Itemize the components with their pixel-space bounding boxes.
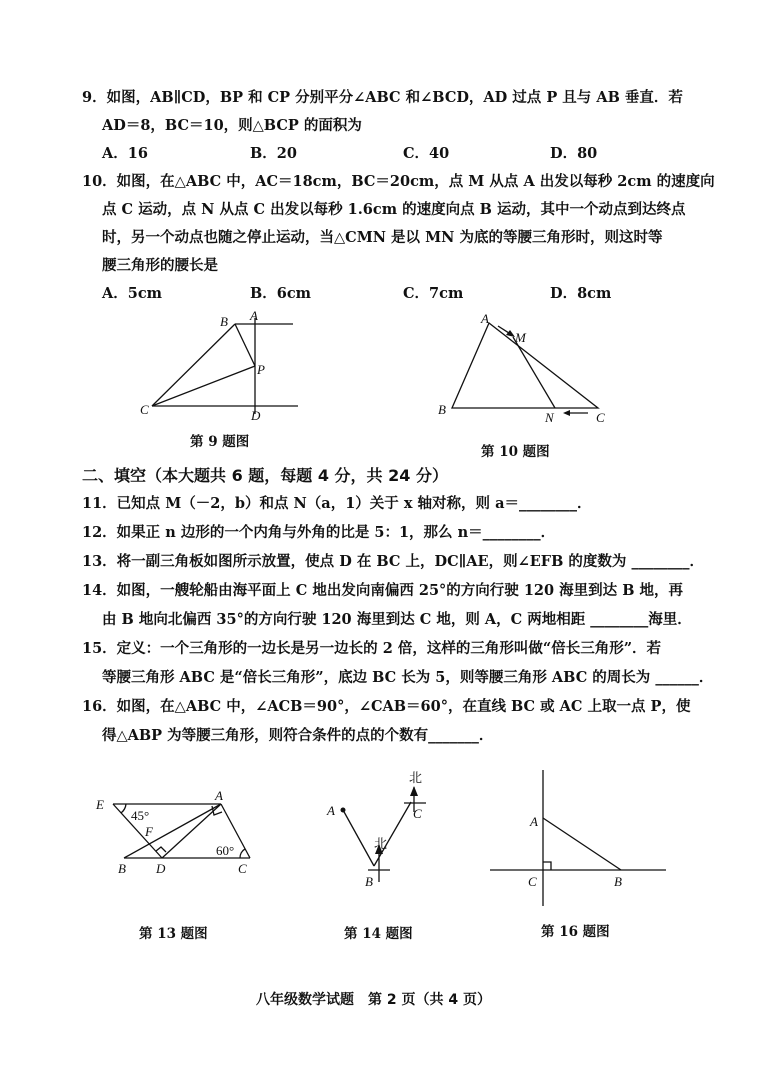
fig14-label-north-b: 北 <box>374 836 388 851</box>
q14-line-2: 由 B 地向北偏西 35°的方向行驶 120 海里到达 C 地，则 A，C 两地相距 ________海里． <box>102 611 692 628</box>
fig13-caption: 第 13 题图 <box>139 926 208 942</box>
fig16-label-b: B <box>614 874 622 889</box>
fig13-label-a: A <box>215 788 223 803</box>
fig10-caption: 第 10 题图 <box>481 444 550 460</box>
fig10-label-a: A <box>481 311 489 326</box>
fig16-caption: 第 16 题图 <box>541 924 610 940</box>
fig16-right-angle-c <box>543 862 551 870</box>
fig14-label-a: A <box>327 803 335 818</box>
q10-option-b: B．6cm <box>250 285 312 302</box>
q14-line-1: 14．如图，一艘轮船由海平面上 C 地出发向南偏西 25°的方向行驶 120 海里到达 B 地，再 <box>82 582 684 599</box>
fig13-label-e: E <box>96 797 104 812</box>
fig13-label-b: B <box>118 861 126 876</box>
fig13-label-f: F <box>145 824 153 839</box>
fig9-label-c: C <box>140 402 149 417</box>
q9-option-d: D．80 <box>550 145 598 162</box>
q10-line-1: 10．如图，在△ABC 中，AC＝18cm，BC＝20cm，点 M 从点 A 出发以每秒 2cm 的速度向 <box>82 173 715 190</box>
q15-line-1: 15．定义：一个三角形的一边长是另一边长的 2 倍，这样的三角形叫做“倍长三角形”．若 <box>82 640 662 657</box>
fig14-label-b: B <box>365 874 373 889</box>
fig13-label-60: 60° <box>216 843 235 858</box>
fig10-label-m: M <box>515 330 526 345</box>
fig10-label-c: C <box>596 410 605 425</box>
fig13-label-d: D <box>156 861 166 876</box>
q15-line-2: 等腰三角形 ABC 是“倍长三角形”，底边 BC 长为 5，则等腰三角形 ABC 的周长为 ______． <box>102 669 714 686</box>
q11-line-1: 11．已知点 M（－2，b）和点 N（a，1）关于 x 轴对称，则 a＝________． <box>82 495 592 512</box>
fig16-line-ab <box>543 818 621 870</box>
q9-option-b: B．20 <box>250 145 297 162</box>
fig9-label-a: A <box>250 308 258 323</box>
fig16-label-c: C <box>528 874 537 889</box>
q13-line-1: 13．将一副三角板如图所示放置，使点 D 在 BC 上，DC∥AE，则∠EFB 的度数为 ________． <box>82 553 704 570</box>
fig14-label-north-c: 北 <box>409 770 423 785</box>
fig13-label-c: C <box>238 861 247 876</box>
page-footer: 八年级数学试题 第 2 页（共 4 页） <box>256 992 491 1008</box>
q9-option-a: A．16 <box>102 145 148 162</box>
section-2-title: 二、填空（本大题共 6 题，每题 4 分，共 24 分） <box>82 466 448 485</box>
fig9-label-p: P <box>257 362 265 377</box>
q10-option-c: C．7cm <box>403 285 464 302</box>
fig9-label-d: D <box>251 408 261 423</box>
q10-line-2: 点 C 运动，点 N 从点 C 出发以每秒 1.6cm 的速度向点 B 运动，其中一个动点到达终点 <box>102 201 686 218</box>
q12-line-1: 12．如果正 n 边形的一个内角与外角的比是 5：1，那么 n＝________． <box>82 524 556 541</box>
fig13-label-45: 45° <box>131 808 150 823</box>
fig10-label-n: N <box>545 410 554 425</box>
q9-option-c: C．40 <box>403 145 450 162</box>
q16-line-1: 16．如图，在△ABC 中，∠ACB＝90°，∠CAB＝60°，在直线 BC 或 AC 上取一点 P，使 <box>82 698 691 715</box>
fig9-label-b: B <box>220 314 228 329</box>
q9-line-2: AD＝8，BC＝10，则△BCP 的面积为 <box>102 117 362 134</box>
fig14-caption: 第 14 题图 <box>344 926 413 942</box>
fig14-label-c: C <box>413 806 422 821</box>
q10-option-a: A．5cm <box>102 285 163 302</box>
fig9-caption: 第 9 题图 <box>190 434 250 450</box>
q10-line-3: 时，另一个动点也随之停止运动，当△CMN 是以 MN 为底的等腰三角形时，则这时等 <box>102 229 663 246</box>
q16-line-2: 得△ABP 为等腰三角形，则符合条件的点的个数有_______． <box>102 727 494 744</box>
fig16-label-a: A <box>530 814 538 829</box>
q10-line-4: 腰三角形的腰长是 <box>102 257 218 274</box>
fig10-label-b: B <box>438 402 446 417</box>
q9-line-1: 9．如图，AB∥CD，BP 和 CP 分别平分∠ABC 和∠BCD，AD 过点 P 且与 AB 垂直．若 <box>82 89 683 106</box>
q10-option-d: D．8cm <box>550 285 612 302</box>
